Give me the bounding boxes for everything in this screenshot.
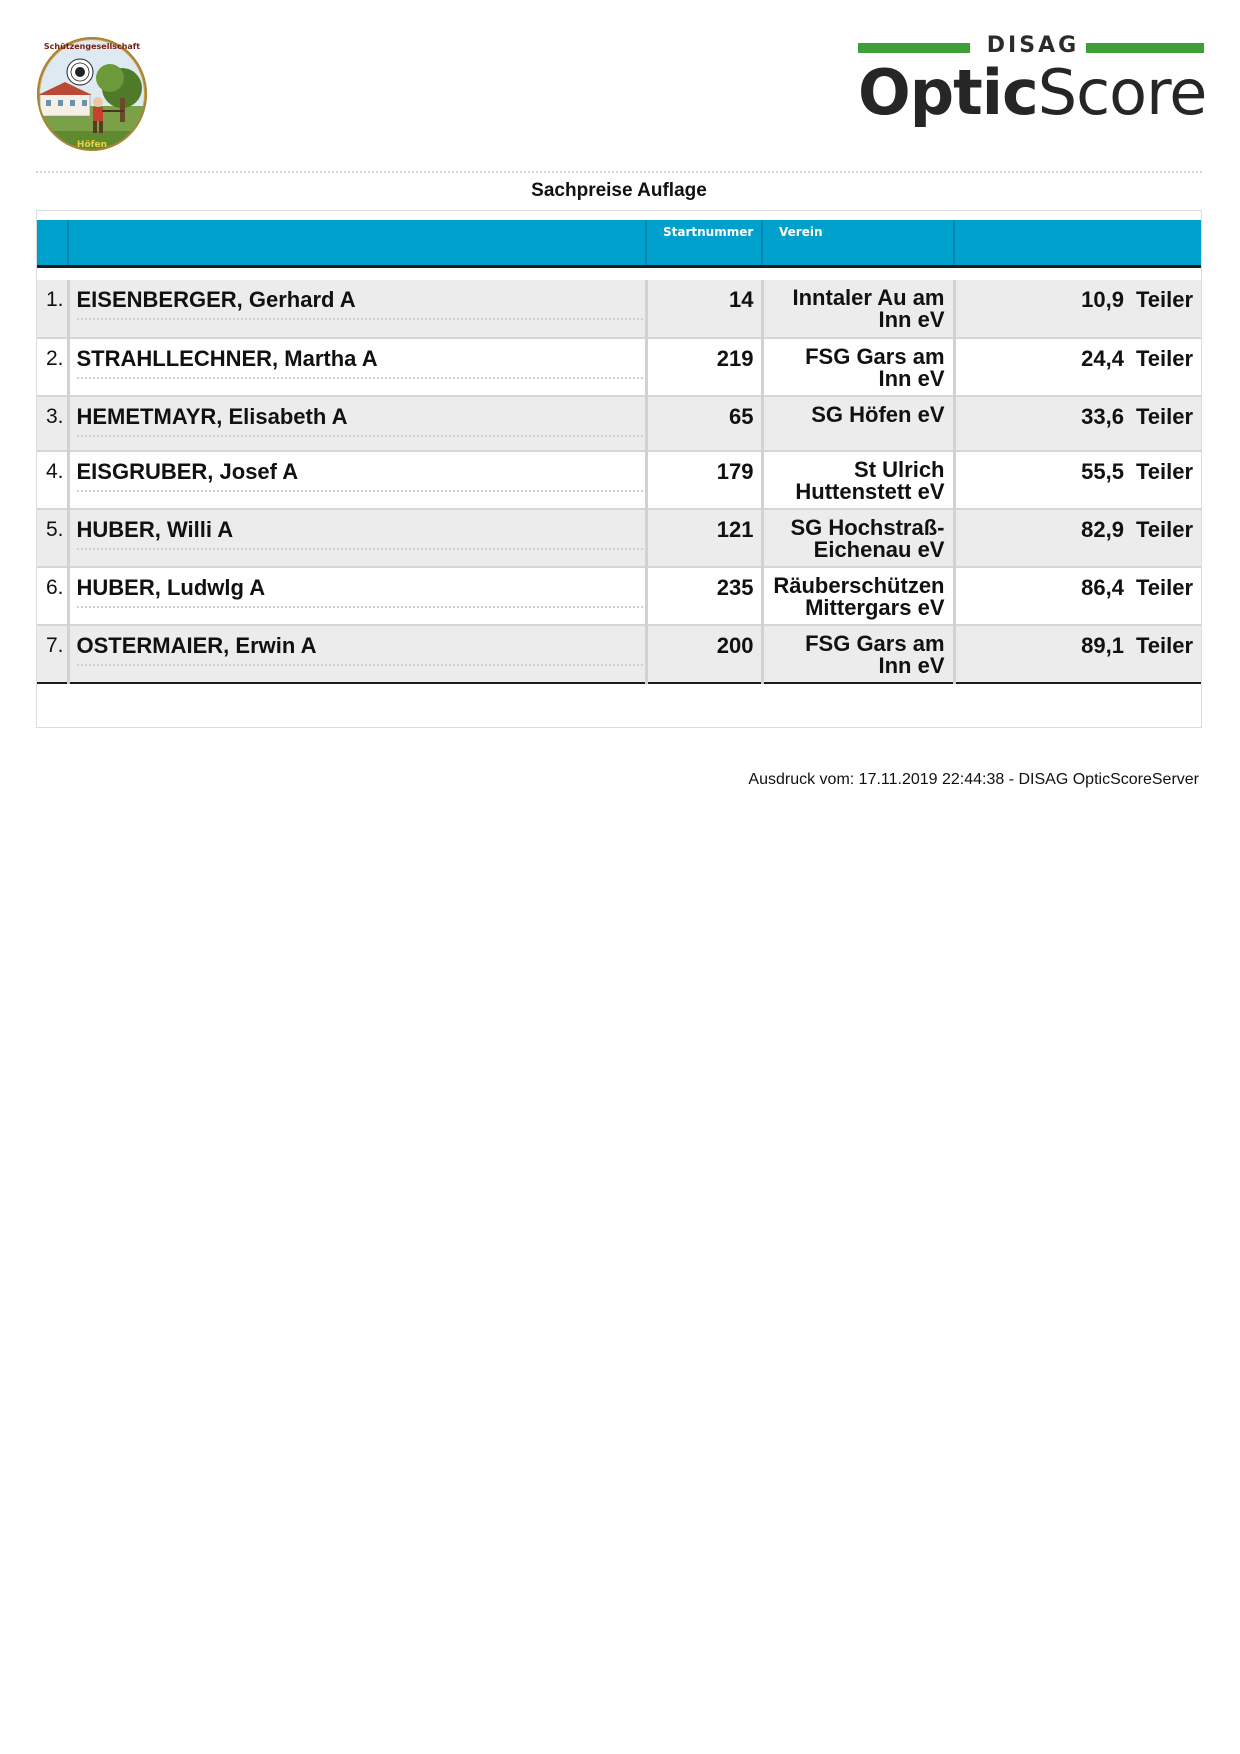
column-header-start-number: Startnummer [646, 220, 762, 267]
shooter-name-cell [68, 396, 646, 451]
result-cell [954, 280, 1201, 338]
result-cell [954, 509, 1201, 567]
start-number-cell: 121 [646, 509, 762, 567]
name-dotted-line [77, 606, 643, 608]
results-table [37, 220, 1201, 684]
club-cell [762, 567, 954, 625]
brand-accent-bar-left [858, 43, 970, 53]
table-row [37, 338, 1201, 396]
club-cell [762, 451, 954, 509]
result-value: 10,9 [1081, 287, 1124, 312]
club-cell [762, 396, 954, 451]
club-cell [762, 625, 954, 683]
club-name-line: SG Hochstraß- [790, 515, 945, 540]
result-unit: Teiler [1135, 404, 1193, 429]
start-number-cell: 179 [646, 451, 762, 509]
result-unit: Teiler [1135, 517, 1193, 542]
club-cell [762, 280, 954, 338]
result-cell [954, 338, 1201, 396]
club-name-line: Mittergars eV [805, 595, 945, 620]
result-value: 89,1 [1081, 633, 1124, 658]
rank-cell: 7. [37, 625, 68, 683]
table-spacer-row [37, 267, 1201, 281]
club-name-line: Inn eV [878, 653, 945, 678]
document-title: Sachpreise Auflage [531, 180, 707, 201]
result-cell [954, 567, 1201, 625]
table-row [37, 396, 1201, 451]
name-dotted-line [77, 318, 643, 320]
rank-cell: 5. [37, 509, 68, 567]
name-dotted-line [77, 377, 643, 379]
column-header-name [68, 220, 646, 267]
table-header-row [37, 220, 1201, 267]
brand-optic-text: Optic [858, 56, 1038, 129]
rank-cell: 2. [37, 338, 68, 396]
shooter-name: EISGRUBER, Josef A [76, 459, 299, 484]
brand-opticscore-text [858, 56, 1207, 129]
name-dotted-line [77, 548, 643, 550]
name-dotted-line [77, 664, 643, 666]
shooter-name-cell [68, 451, 646, 509]
rank-cell: 3. [37, 396, 68, 451]
start-number-cell: 14 [646, 280, 762, 338]
column-header-rank [37, 220, 68, 267]
result-unit: Teiler [1135, 575, 1193, 600]
rank-cell: 1. [37, 280, 68, 338]
club-name-line: Inntaler Au am [792, 285, 945, 310]
header-divider [36, 171, 1202, 173]
print-timestamp-footer: Ausdruck vom: 17.11.2019 22:44:38 - DISAG OpticScoreServer [748, 771, 1199, 788]
shooter-name: EISENBERGER, Gerhard A [76, 287, 356, 312]
rank-cell: 6. [37, 567, 68, 625]
brand-disag-text: DISAG [986, 33, 1080, 58]
result-unit: Teiler [1135, 633, 1193, 658]
column-header-club: Verein [762, 220, 954, 267]
start-number-cell: 219 [646, 338, 762, 396]
club-name-line: Inn eV [878, 366, 945, 391]
brand-score-text: Score [1037, 56, 1207, 129]
shooter-name-cell [68, 509, 646, 567]
svg-text:Höfen: Höfen [76, 140, 108, 150]
result-value: 24,4 [1081, 346, 1124, 371]
table-row [37, 451, 1201, 509]
club-name-line: St Ulrich [854, 457, 945, 482]
start-number-cell: 235 [646, 567, 762, 625]
club-name-line: Räuberschützen [773, 573, 945, 598]
club-name-line: FSG Gars am [805, 631, 945, 656]
name-dotted-line [77, 490, 643, 492]
shooter-name-cell [68, 338, 646, 396]
shooter-name: OSTERMAIER, Erwin A [76, 633, 317, 658]
club-name-line: Inn eV [878, 307, 945, 332]
name-dotted-line [77, 435, 643, 437]
result-unit: Teiler [1135, 459, 1193, 484]
table-row [37, 509, 1201, 567]
result-unit: Teiler [1135, 287, 1193, 312]
result-value: 82,9 [1081, 517, 1124, 542]
result-cell [954, 396, 1201, 451]
column-header-result [954, 220, 1201, 267]
shooter-name: HUBER, Ludwlg A [76, 575, 266, 600]
table-row [37, 280, 1201, 338]
brand-accent-bar-right [1086, 43, 1204, 53]
rank-cell: 4. [37, 451, 68, 509]
shooter-name: HUBER, Willi A [76, 517, 234, 542]
shooter-name: STRAHLLECHNER, Martha A [76, 346, 378, 371]
result-cell [954, 451, 1201, 509]
result-cell [954, 625, 1201, 683]
club-name-line: Eichenau eV [813, 537, 945, 562]
svg-text:Schützengesellschaft: Schützengesellschaft [43, 42, 141, 51]
shooter-name-cell [68, 625, 646, 683]
table-row [37, 567, 1201, 625]
club-name-line: Huttenstett eV [795, 479, 945, 504]
result-unit: Teiler [1135, 346, 1193, 371]
shooting-club-emblem-icon [36, 36, 148, 152]
club-name-line: FSG Gars am [805, 344, 945, 369]
result-value: 55,5 [1081, 459, 1124, 484]
club-cell [762, 509, 954, 567]
disag-opticscore-logo [858, 33, 1207, 136]
shooter-name-cell [68, 567, 646, 625]
shooter-name-cell [68, 280, 646, 338]
start-number-cell: 65 [646, 396, 762, 451]
start-number-cell: 200 [646, 625, 762, 683]
result-value: 33,6 [1081, 404, 1124, 429]
result-value: 86,4 [1081, 575, 1124, 600]
club-cell [762, 338, 954, 396]
shooter-name: HEMETMAYR, Elisabeth A [76, 404, 348, 429]
club-name-line: SG Höfen eV [811, 402, 945, 427]
table-row [37, 625, 1201, 683]
